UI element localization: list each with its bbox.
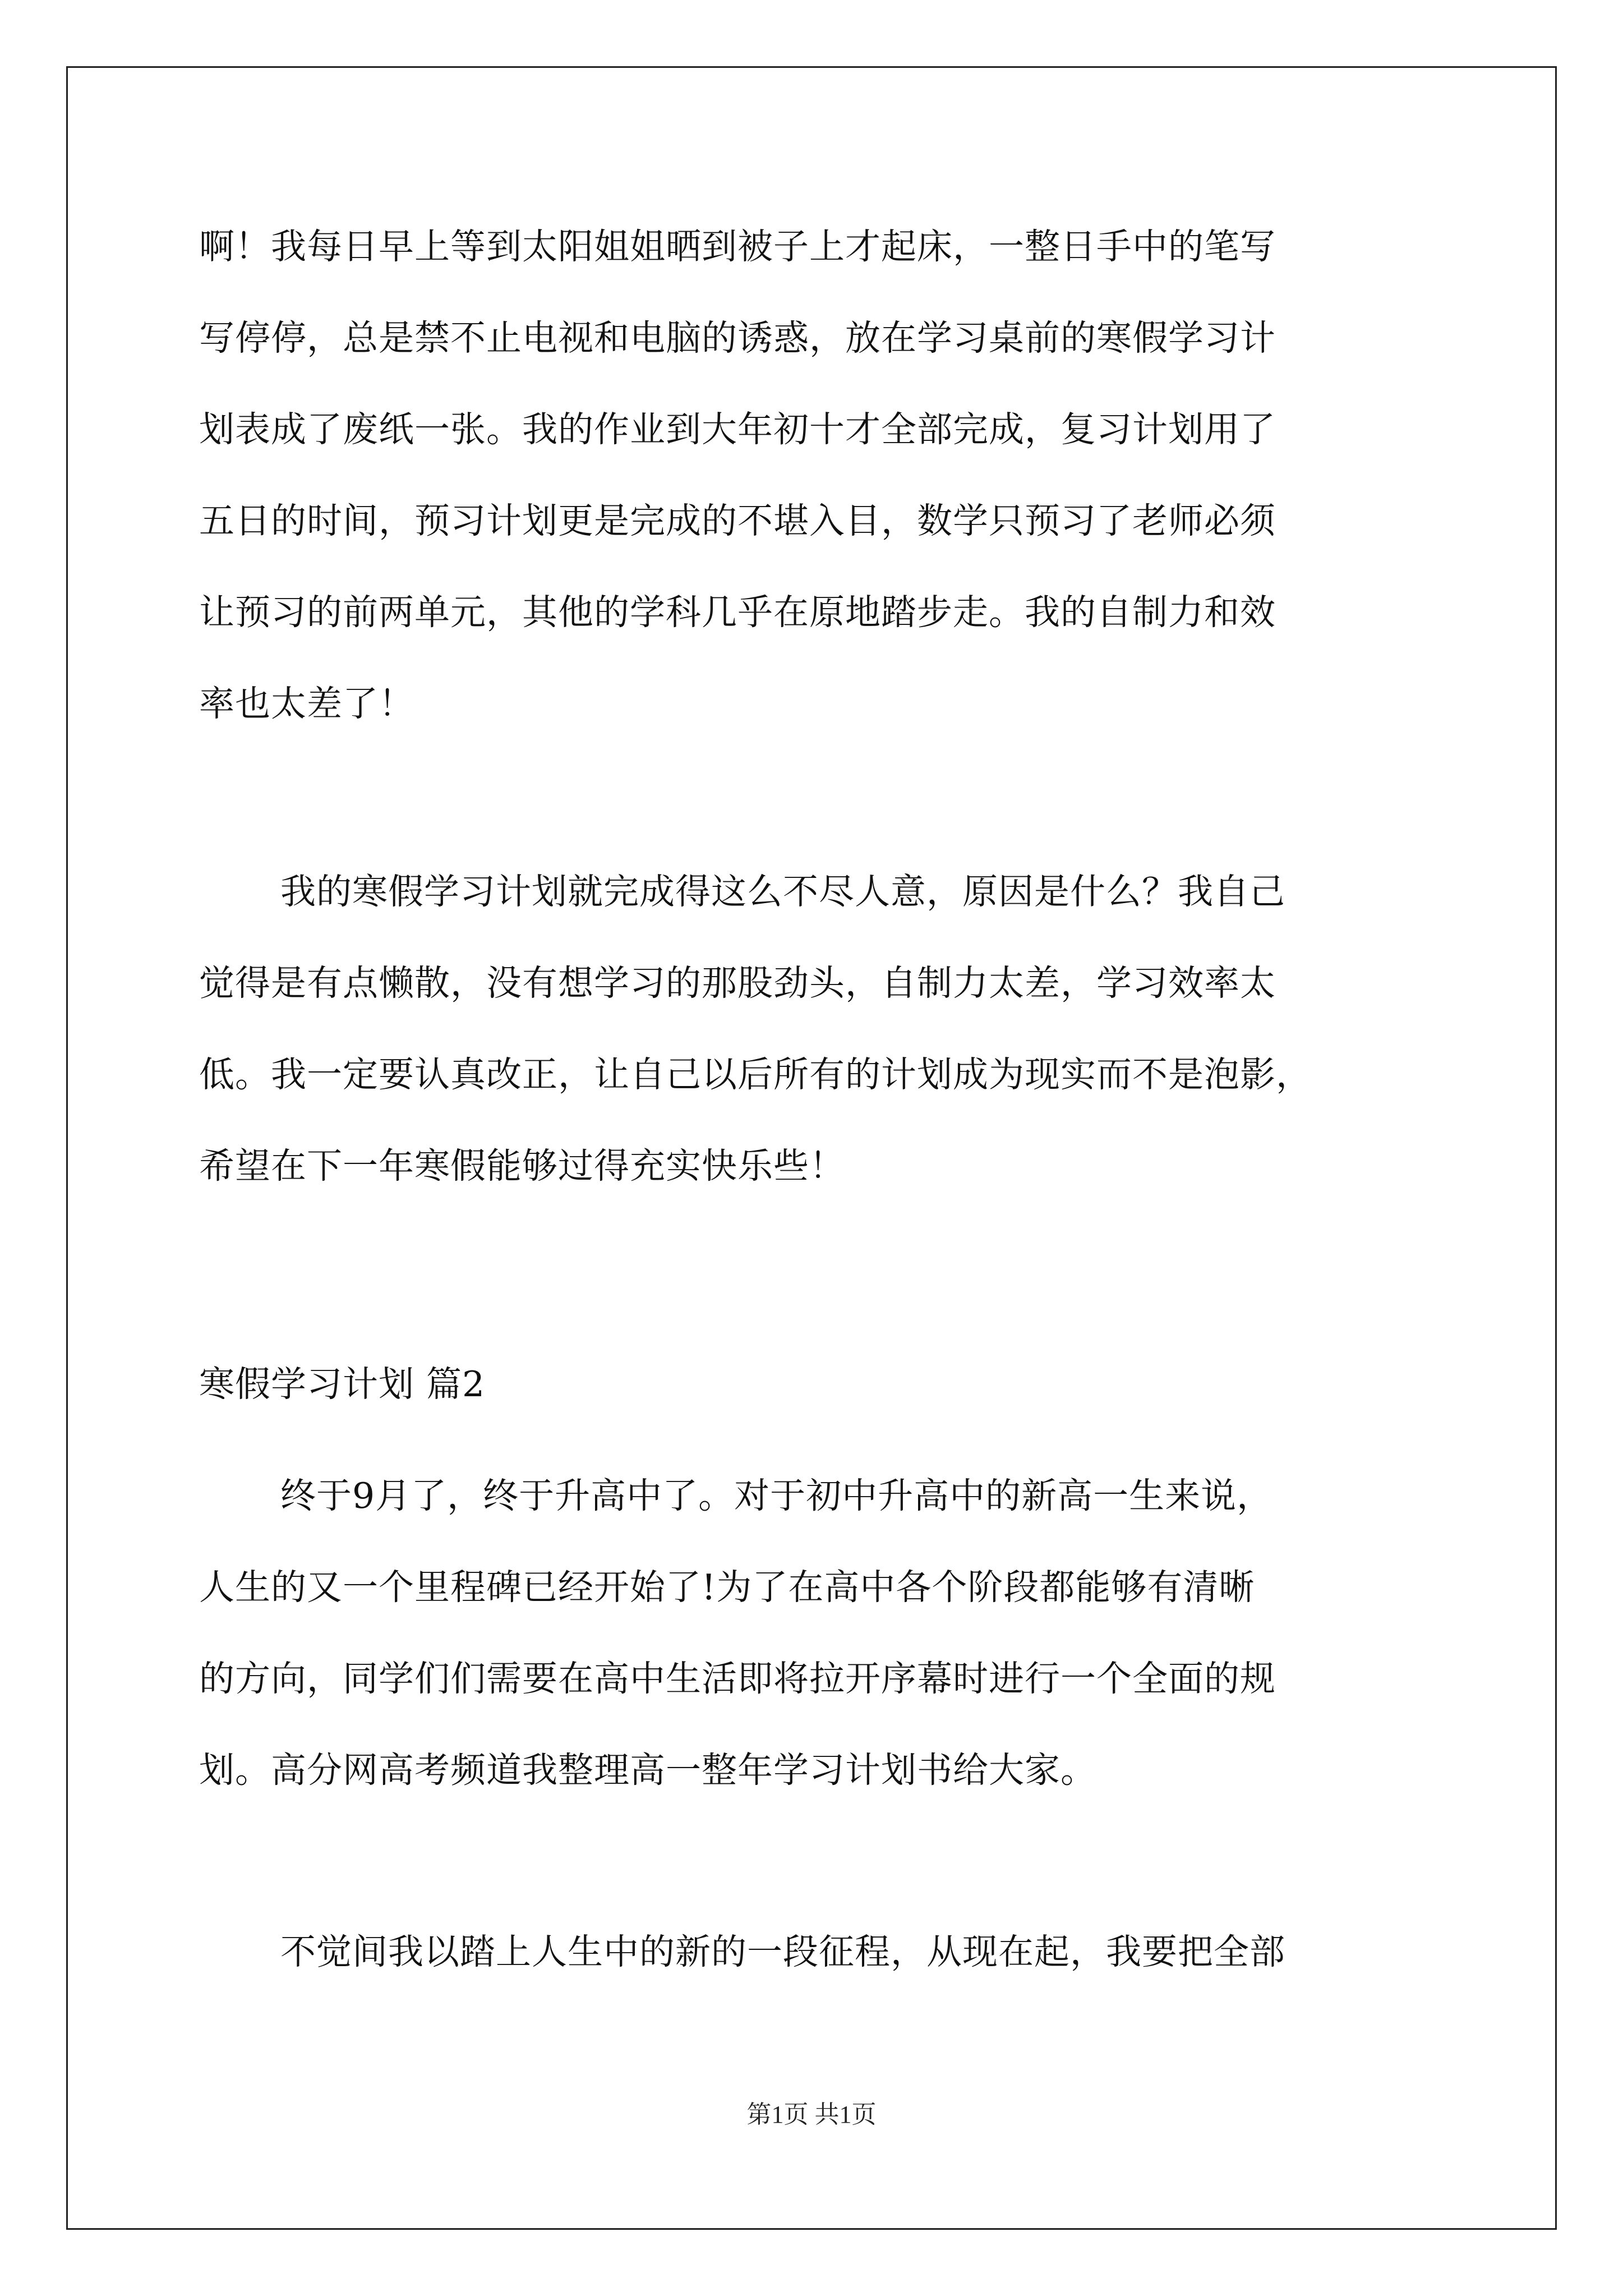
section-heading: 寒假学习计划 篇2: [199, 1364, 486, 1405]
paragraph-1-line-3: 划表成了废纸一张。我的作业到大年初十才全部完成，复习计划用了: [199, 409, 1276, 450]
paragraph-2-line-2: 觉得是有点懒散，没有想学习的那股劲头，自制力太差，学习效率太: [199, 963, 1276, 1004]
section-paragraph-1-line-3: 的方向，同学们们需要在高中生活即将拉开序幕时进行一个全面的规: [199, 1658, 1276, 1699]
paragraph-1-line-2: 写停停，总是禁不止电视和电脑的诱惑，放在学习桌前的寒假学习计: [199, 318, 1276, 358]
paragraph-1-line-4: 五日的时间，预习计划更是完成的不堪入目，数学只预习了老师必须: [199, 500, 1276, 541]
section-paragraph-1-line-1: 终于9月了，终于升高中了。对于初中升高中的新高一生来说，: [280, 1475, 1273, 1516]
paragraph-1-line-6: 率也太差了！: [199, 683, 414, 724]
page-footer: 第1页 共1页: [746, 2101, 877, 2128]
paragraph-2-line-4: 希望在下一年寒假能够过得充实快乐些！: [199, 1145, 845, 1186]
section-paragraph-2-line-1: 不觉间我以踏上人生中的新的一段征程，从现在起，我要把全部: [280, 1931, 1285, 1972]
section-paragraph-1-line-4: 划。高分网高考频道我整理高一整年学习计划书给大家。: [199, 1750, 1096, 1791]
paragraph-1-line-5: 让预习的前两单元，其他的学科几乎在原地踏步走。我的自制力和效: [199, 592, 1276, 633]
section-paragraph-1-line-2: 人生的又一个里程碑已经开始了!为了在高中各个阶段都能够有清晰: [199, 1567, 1255, 1608]
paragraph-2-line-1: 我的寒假学习计划就完成得这么不尽人意，原因是什么？我自己: [280, 871, 1285, 912]
paragraph-1-line-1: 啊！我每日早上等到太阳姐姐晒到被子上才起床，一整日手中的笔写: [199, 226, 1276, 267]
paragraph-2-line-3: 低。我一定要认真改正，让自己以后所有的计划成为现实而不是泡影，: [199, 1054, 1312, 1095]
